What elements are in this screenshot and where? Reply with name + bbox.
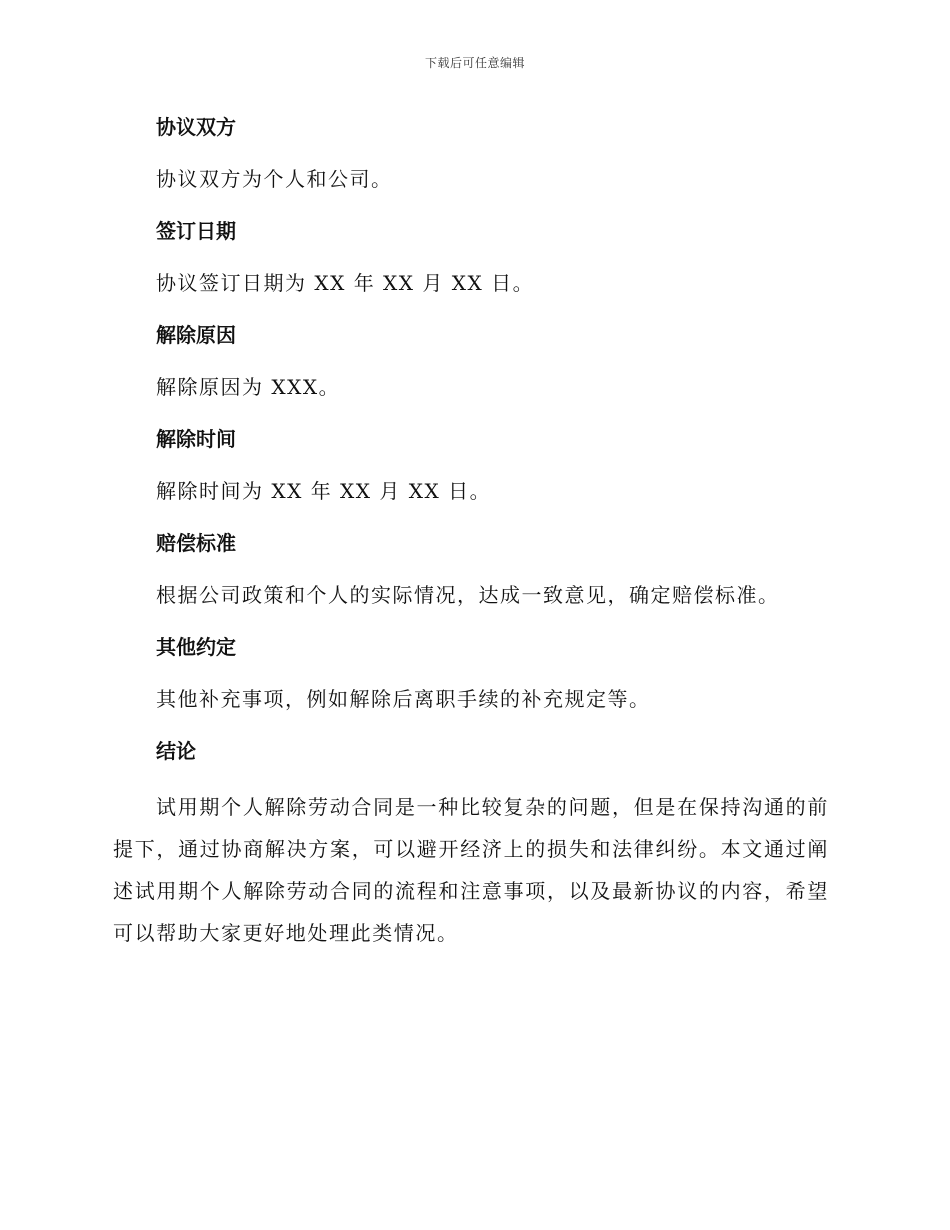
section-text: 协议双方为个人和公司。 (156, 167, 393, 191)
section-parties (113, 110, 829, 196)
section-text: 根据公司政策和个人的实际情况，达成一致意见，确定赔偿标准。 (156, 583, 780, 607)
section-compensation (113, 526, 829, 612)
section-text: 解除时间为 XX 年 XX 月 XX 日。 (156, 479, 492, 503)
conclusion-paragraph: 试用期个人解除劳动合同是一种比较复杂的问题，但是在保持沟通的前提下，通过协商解决方案，可以避开经济上的损失和法律纠纷。本文通过阐述试用期个人解除劳动合同的流程和注意事项，以及最新协议的内容，希望可以帮助大家更好地处理此类情况。 (113, 795, 829, 945)
section-heading: 赔偿标准 (156, 531, 236, 555)
section-heading: 解除时间 (156, 427, 236, 451)
section-text: 其他补充事项，例如解除后离职手续的补充规定等。 (156, 687, 651, 711)
section-heading: 解除原因 (156, 323, 236, 347)
document-body (113, 110, 829, 954)
page-header-note: 下载后可任意编辑 (424, 56, 525, 70)
section-text: 协议签订日期为 XX 年 XX 月 XX 日。 (156, 271, 535, 295)
conclusion-heading: 结论 (156, 739, 196, 763)
section-other-terms (113, 630, 829, 716)
section-signing-date (113, 214, 829, 300)
section-termination-reason (113, 318, 829, 404)
section-text: 解除原因为 XXX。 (156, 375, 341, 399)
section-heading: 协议双方 (156, 115, 236, 139)
section-heading: 签订日期 (156, 219, 236, 243)
section-heading: 其他约定 (156, 635, 236, 659)
section-conclusion (113, 734, 829, 954)
section-termination-time (113, 422, 829, 508)
